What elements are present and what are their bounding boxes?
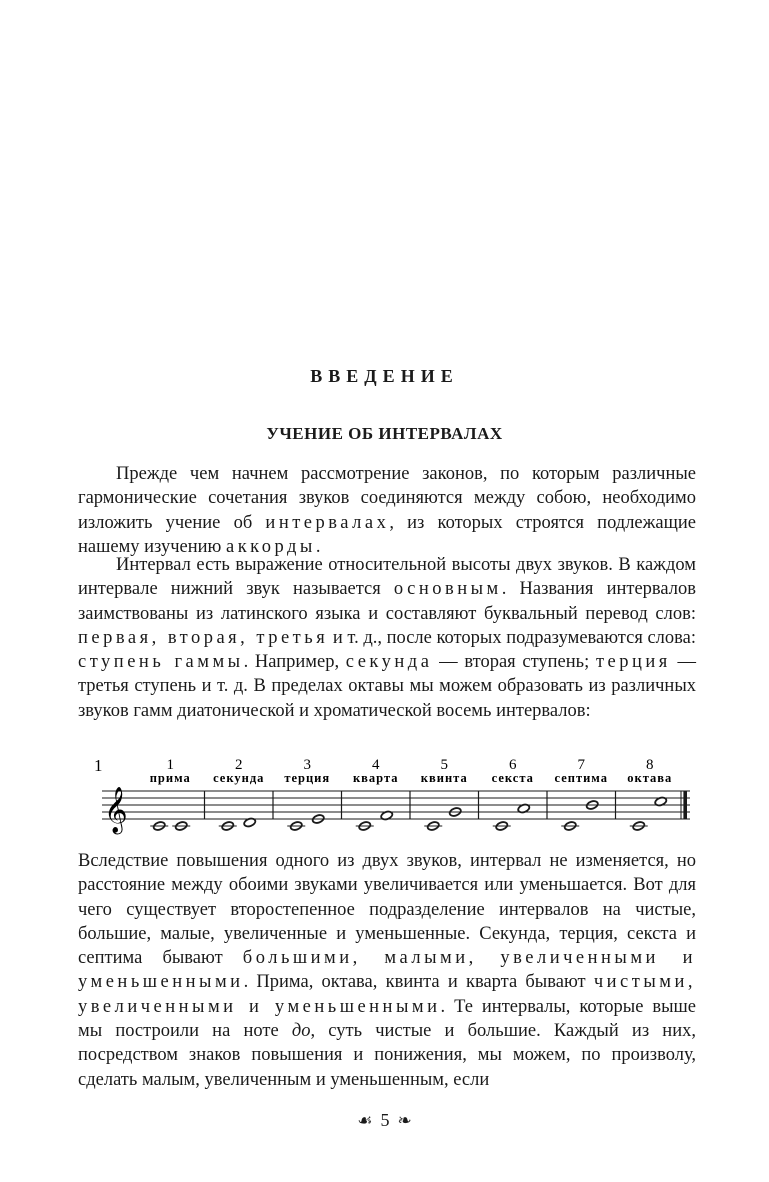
interval-name: септима bbox=[554, 771, 608, 785]
paragraph-3 bbox=[78, 849, 696, 1092]
interval-name: секста bbox=[491, 771, 534, 785]
note-name-do: до bbox=[291, 1021, 311, 1042]
chapter-title: УЧЕНИЕ ОБ ИНТЕРВАЛАХ bbox=[266, 424, 503, 443]
ornament-left-icon: ☙ bbox=[357, 1111, 373, 1130]
paragraph-2-text-i: — вторая ступень; bbox=[432, 652, 596, 673]
interval-number: 3 bbox=[303, 757, 311, 773]
term-scale-degree: ступень гаммы bbox=[78, 652, 244, 673]
paragraph-2-text-c: . Названия интервалов заимствованы из латинского языка и составляют буквальный перевод слов: bbox=[78, 579, 696, 624]
paragraph-1-text-e: . bbox=[315, 536, 321, 557]
interval-name: терция bbox=[284, 771, 331, 785]
final-bar-thick bbox=[684, 791, 687, 819]
page-number: 5 bbox=[380, 1110, 390, 1130]
term-perfect-qualities: чистыми, увеличенными и уменьшенными bbox=[78, 972, 696, 1017]
paragraph-1-text-a: Прежде чем начнем рассмотрение законов, по которым различные гармонические сочетания звуков соединяются между собою, необходимо изложить учение об bbox=[78, 464, 696, 533]
paragraph-3-text-c: . Прима, октава, квинта и кварта бывают bbox=[243, 972, 594, 993]
paragraph-2-text-k: — третья ступень и т. д. В пределах октавы мы можем образовать из различных звуков гамм диатонической и хроматической восемь интервалов: bbox=[78, 652, 696, 721]
interval-name: квинта bbox=[420, 771, 468, 785]
paragraph-3-text-a: Вследствие повышения одного из двух звуков, интервал не изменяется, но расстояние между обоими звуками увеличивается или уменьшается. Вот для чего существует второстепенное подразделение интервалов на чистые, большие, малые, увеличенные и уменьшенные. Секунда, терция, секста и септима бывают bbox=[78, 851, 696, 969]
term-intervals: интервалах bbox=[265, 512, 390, 533]
paragraph-2-text-e: и т. д., после которых подразумеваются слова: bbox=[328, 627, 696, 648]
bar-lines bbox=[150, 791, 687, 826]
interval-name: октава bbox=[627, 771, 673, 785]
example-number: 1 bbox=[94, 757, 103, 775]
treble-clef-icon: 𝄞 bbox=[104, 787, 128, 833]
paragraph-3-text-e: . Те интервалы, которые выше мы построили на ноте bbox=[78, 996, 697, 1042]
term-third: терция bbox=[595, 652, 671, 673]
interval-number: 5 bbox=[440, 757, 448, 773]
interval-number: 1 bbox=[166, 757, 174, 773]
paragraph-1-text-c: , из которых строятся подлежащие нашему изучению bbox=[78, 512, 696, 557]
interval-number: 8 bbox=[646, 757, 654, 773]
paragraph-3-text-g: , суть чистые и большие. Каждый из них, посредством знаков повышения и понижения, мы можем, по произволу, сделать малым, увеличенным и уменьшенным, если bbox=[78, 1021, 696, 1090]
interval-number: 7 bbox=[577, 757, 585, 773]
term-qualities: большими, малыми, увеличенными и уменьшенными bbox=[78, 948, 696, 993]
ornament-right-icon: ❧ bbox=[397, 1111, 412, 1130]
interval-labels bbox=[150, 757, 673, 785]
interval-name: прима bbox=[149, 771, 191, 785]
interval-number: 6 bbox=[509, 757, 517, 773]
term-chords: аккорды bbox=[225, 536, 316, 557]
interval-name: секунда bbox=[213, 771, 265, 785]
staff bbox=[102, 791, 690, 819]
paragraph-2 bbox=[78, 553, 696, 723]
music-example bbox=[78, 757, 696, 837]
paragraph-2-text-g: . Например, bbox=[243, 652, 346, 673]
interval-number: 4 bbox=[372, 757, 380, 773]
term-fundamental: основным bbox=[393, 579, 502, 600]
interval-number: 2 bbox=[235, 757, 243, 773]
interval-name: кварта bbox=[352, 771, 399, 785]
page-footer bbox=[0, 1110, 769, 1131]
paragraph-2-text-a: Интервал есть выражение относительной высоты двух звуков. В каждом интервале нижний звук называется bbox=[78, 555, 696, 600]
paragraph-1 bbox=[78, 462, 696, 559]
section-heading: ВВЕДЕНИЕ bbox=[310, 366, 459, 386]
term-ordinals: первая, вторая, третья bbox=[78, 627, 329, 648]
term-second: секунда bbox=[345, 652, 433, 673]
